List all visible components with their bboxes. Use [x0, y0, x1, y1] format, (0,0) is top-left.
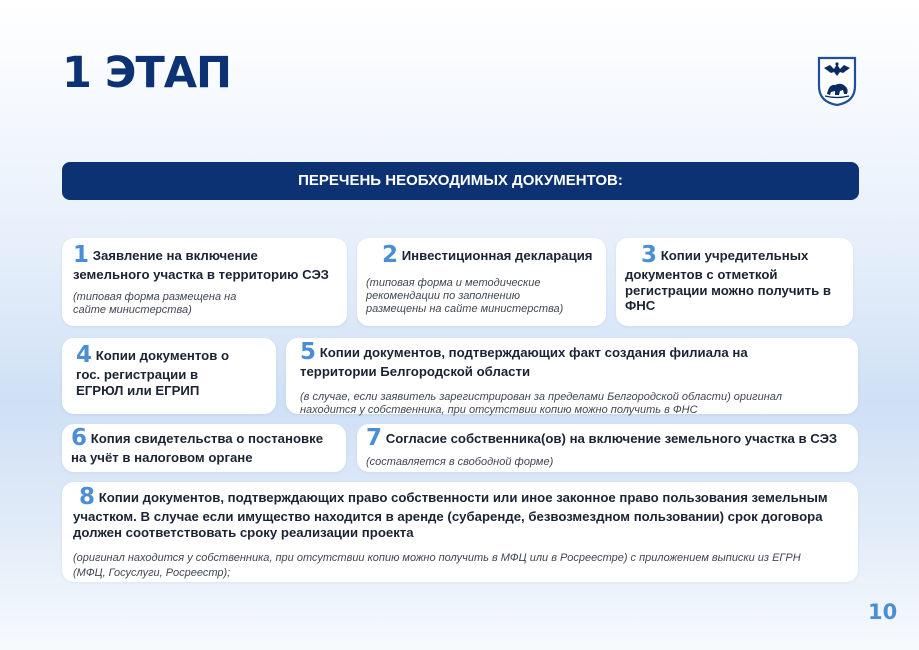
document-note: (типовая форма и методические рекомендации по заполнению размещены на сайте министерства)	[366, 277, 564, 315]
document-card-4	[62, 338, 276, 414]
item-number: 2	[382, 242, 399, 268]
document-card-5	[286, 338, 858, 414]
document-note: (оригинал находится у собственника, при отсутствии копию можно получить в МФЦ или в Росреестре) с приложением выписки из ЕГРН (МФЦ, Госуслуги, Росреестр);	[73, 552, 801, 579]
item-number: 7	[366, 425, 383, 451]
document-note: (в случае, если заявитель зарегистрирован за пределами Белгородской области) оригинал находится у собственника, при отсутствии копию можно получить в ФНС	[300, 390, 782, 416]
page-title: 1 ЭТАП	[62, 48, 232, 98]
document-note: (типовая форма размещена на сайте министерства)	[73, 290, 237, 316]
document-card-6	[62, 424, 346, 472]
document-note: (составляется в свободной форме)	[366, 456, 554, 468]
document-card-7	[357, 424, 858, 472]
document-card-2	[357, 238, 606, 326]
document-title: 1 Заявление на включение земельного участка в территорию СЭЗ	[73, 242, 329, 282]
documents-list-banner: ПЕРЕЧЕНЬ НЕОБХОДИМЫХ ДОКУМЕНТОВ:	[62, 162, 859, 200]
document-title: 3 Копии учредительных документов с отметкой регистрации можно получить в ФНС	[625, 242, 831, 313]
document-title: 6 Копия свидетельства о постановке на учёт в налоговом органе	[71, 425, 324, 465]
belgorod-coat-of-arms-icon	[817, 56, 857, 106]
item-number: 4	[76, 342, 93, 368]
item-number: 8	[79, 484, 96, 510]
document-title: 7 Согласие собственника(ов) на включение земельного участка в СЭЗ	[366, 425, 838, 451]
item-number: 1	[73, 242, 90, 268]
document-title: 5 Копии документов, подтверждающих факт создания филиала на территории Белгородской области	[300, 339, 748, 379]
page-number: 10	[868, 600, 898, 624]
document-title: 8 Копии документов, подтверждающих право собственности или иное законное право пользования земельным участком. В случае если имущество находится в аренде (субаренде, безвозмездном пользовании) срок договора должен соответствовать сроку реализации проекта	[73, 484, 828, 540]
item-number: 3	[641, 242, 658, 268]
document-card-1	[62, 238, 347, 326]
document-title: 2 Инвестиционная декларация	[382, 242, 593, 268]
item-number: 5	[300, 339, 317, 365]
document-title: 4 Копии документов о гос. регистрации в ЕГРЮЛ или ЕГРИП	[76, 342, 230, 398]
document-card-3	[616, 238, 853, 326]
document-card-8	[62, 482, 858, 582]
item-number: 6	[71, 425, 88, 451]
